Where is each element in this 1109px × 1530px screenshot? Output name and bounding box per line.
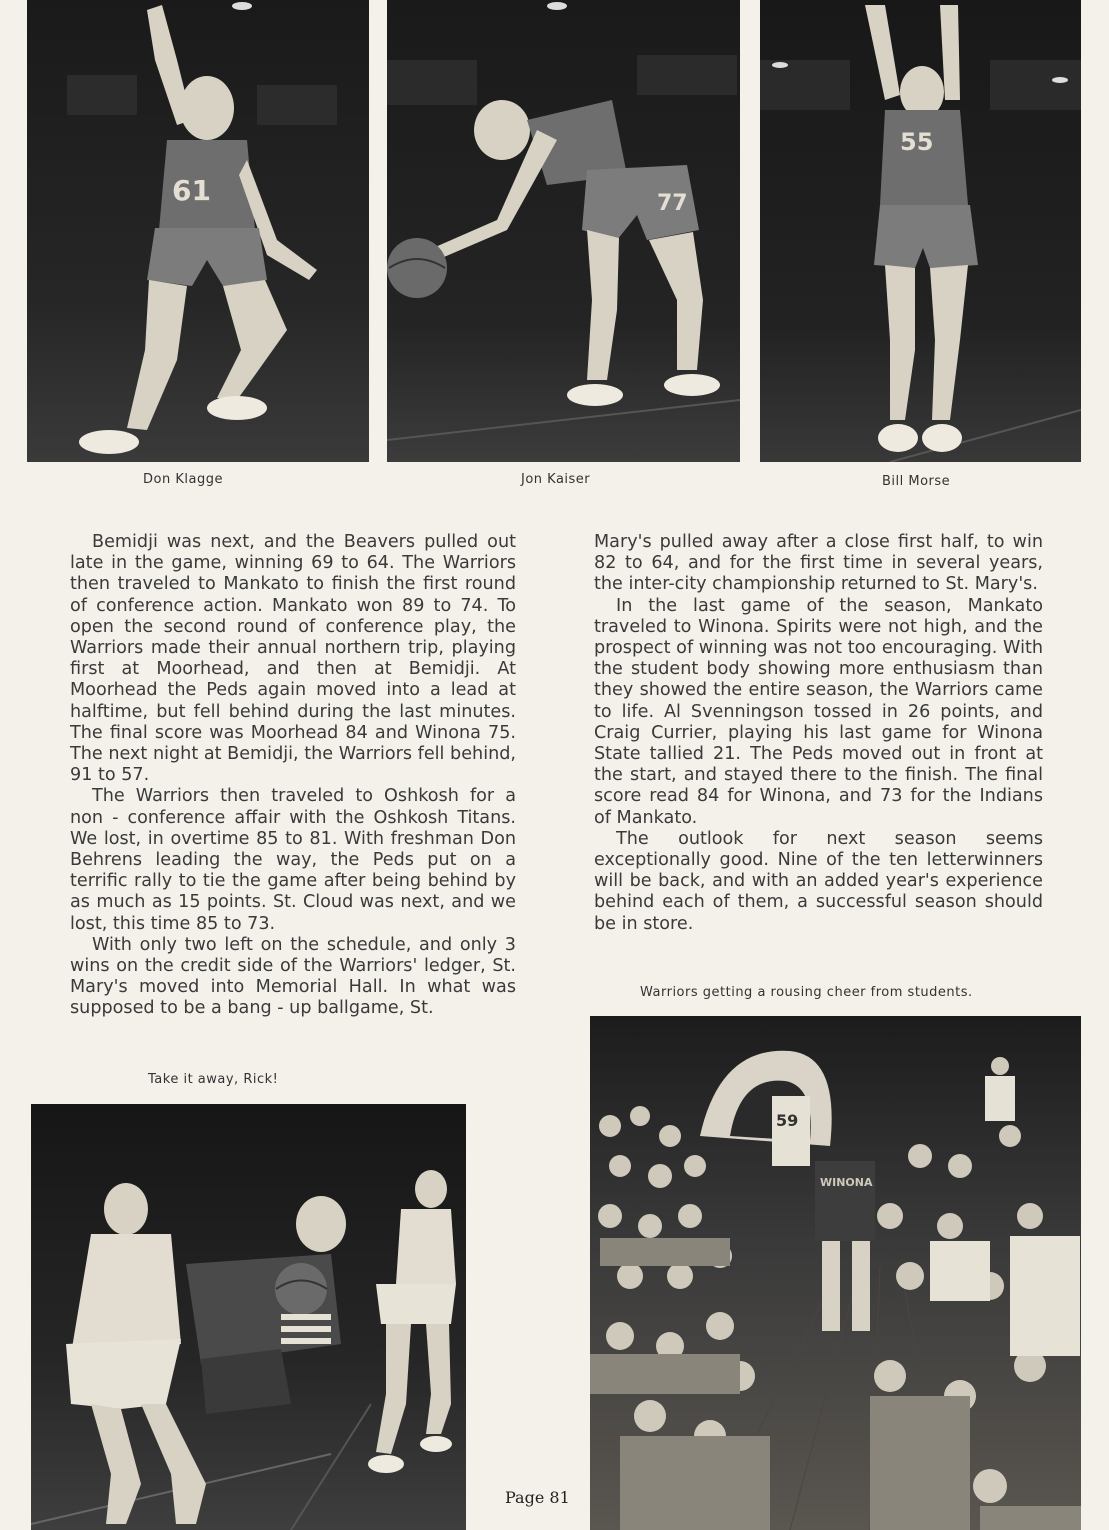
portrait-photo-klagge bbox=[27, 0, 369, 462]
caption-jon-kaiser: Jon Kaiser bbox=[521, 472, 591, 487]
jacket-lettering: WINONA bbox=[820, 1176, 873, 1189]
jersey-number-55: 55 bbox=[900, 128, 934, 156]
caption-don-klagge: Don Klagge bbox=[143, 472, 223, 487]
player-silhouette-kaiser bbox=[387, 0, 740, 462]
cheer-photo bbox=[590, 1016, 1081, 1530]
right-paragraph-2: In the last game of the season, Mankato traveled to Winona. Spirits were not high, and the prospect of winning was not too encouraging. With the student body showing more enthusiasm than they showed the entire season, the Warriors came to life. Al Svenningson tossed in 26 points, and Craig Currier, playing his last game for Winona State tallied 21. The Peds moved out in front at the start, and stayed there to the finish. The final score read 84 for Winona, and 73 for the Indians of Mankato. bbox=[594, 595, 1043, 828]
game-action-scene bbox=[31, 1104, 466, 1530]
right-paragraph-1: Mary's pulled away after a close first half, to win 82 to 64, and for the first time in several years, the inter-city championship returned to St. Mary's. bbox=[594, 532, 1043, 595]
jersey-number-61: 61 bbox=[172, 174, 211, 207]
article-right-column bbox=[594, 532, 1043, 935]
portrait-photo-morse bbox=[760, 0, 1081, 462]
caption-bill-morse: Bill Morse bbox=[882, 474, 951, 489]
caption-warriors-cheer: Warriors getting a rousing cheer from students. bbox=[640, 985, 973, 1000]
caption-take-it-away: Take it away, Rick! bbox=[148, 1072, 279, 1087]
player-silhouette-morse bbox=[760, 0, 1081, 462]
action-photo bbox=[31, 1104, 466, 1530]
left-paragraph-3: With only two left on the schedule, and only 3 wins on the credit side of the Warriors' ledger, St. Mary's moved into Memorial Hall. In what was supposed to be a bang - up ballgame, St. bbox=[70, 934, 516, 1019]
article-left-column bbox=[70, 532, 516, 1020]
left-paragraph-2: The Warriors then traveled to Oshkosh for a non - conference affair with the Oshkosh Titans. We lost, in overtime 85 to 81. With freshman Don Behrens leading the way, the Peds put on a terrific rally to tie the game after being behind by as much as 15 points. St. Cloud was next, and we lost, this time 85 to 73. bbox=[70, 786, 516, 934]
right-paragraph-3: The outlook for next season seems exceptionally good. Nine of the ten letterwinners will be back, and with an added year's experience behind each of them, a successful season should be in store. bbox=[594, 828, 1043, 934]
jersey-number-59: 59 bbox=[776, 1111, 799, 1130]
player-silhouette-klagge bbox=[27, 0, 369, 462]
left-paragraph-1: Bemidji was next, and the Beavers pulled out late in the game, winning 69 to 64. The Warriors then traveled to Mankato to finish the first round of conference action. Mankato won 89 to 74. To open the second round of conference play, the Warriors made their annual northern trip, playing first at Moorhead, and then at Bemidji. At Moorhead the Peds again moved into a lead at halftime, but fell behind during the last minutes. The final score was Moorhead 84 and Winona 75. The next night at Bemidji, the Warriors fell behind, 91 to 57. bbox=[70, 532, 516, 786]
portrait-photo-kaiser bbox=[387, 0, 740, 462]
jersey-number-77: 77 bbox=[657, 191, 688, 216]
crowd-scene bbox=[590, 1016, 1081, 1530]
page-number: Page 81 bbox=[505, 1488, 570, 1507]
